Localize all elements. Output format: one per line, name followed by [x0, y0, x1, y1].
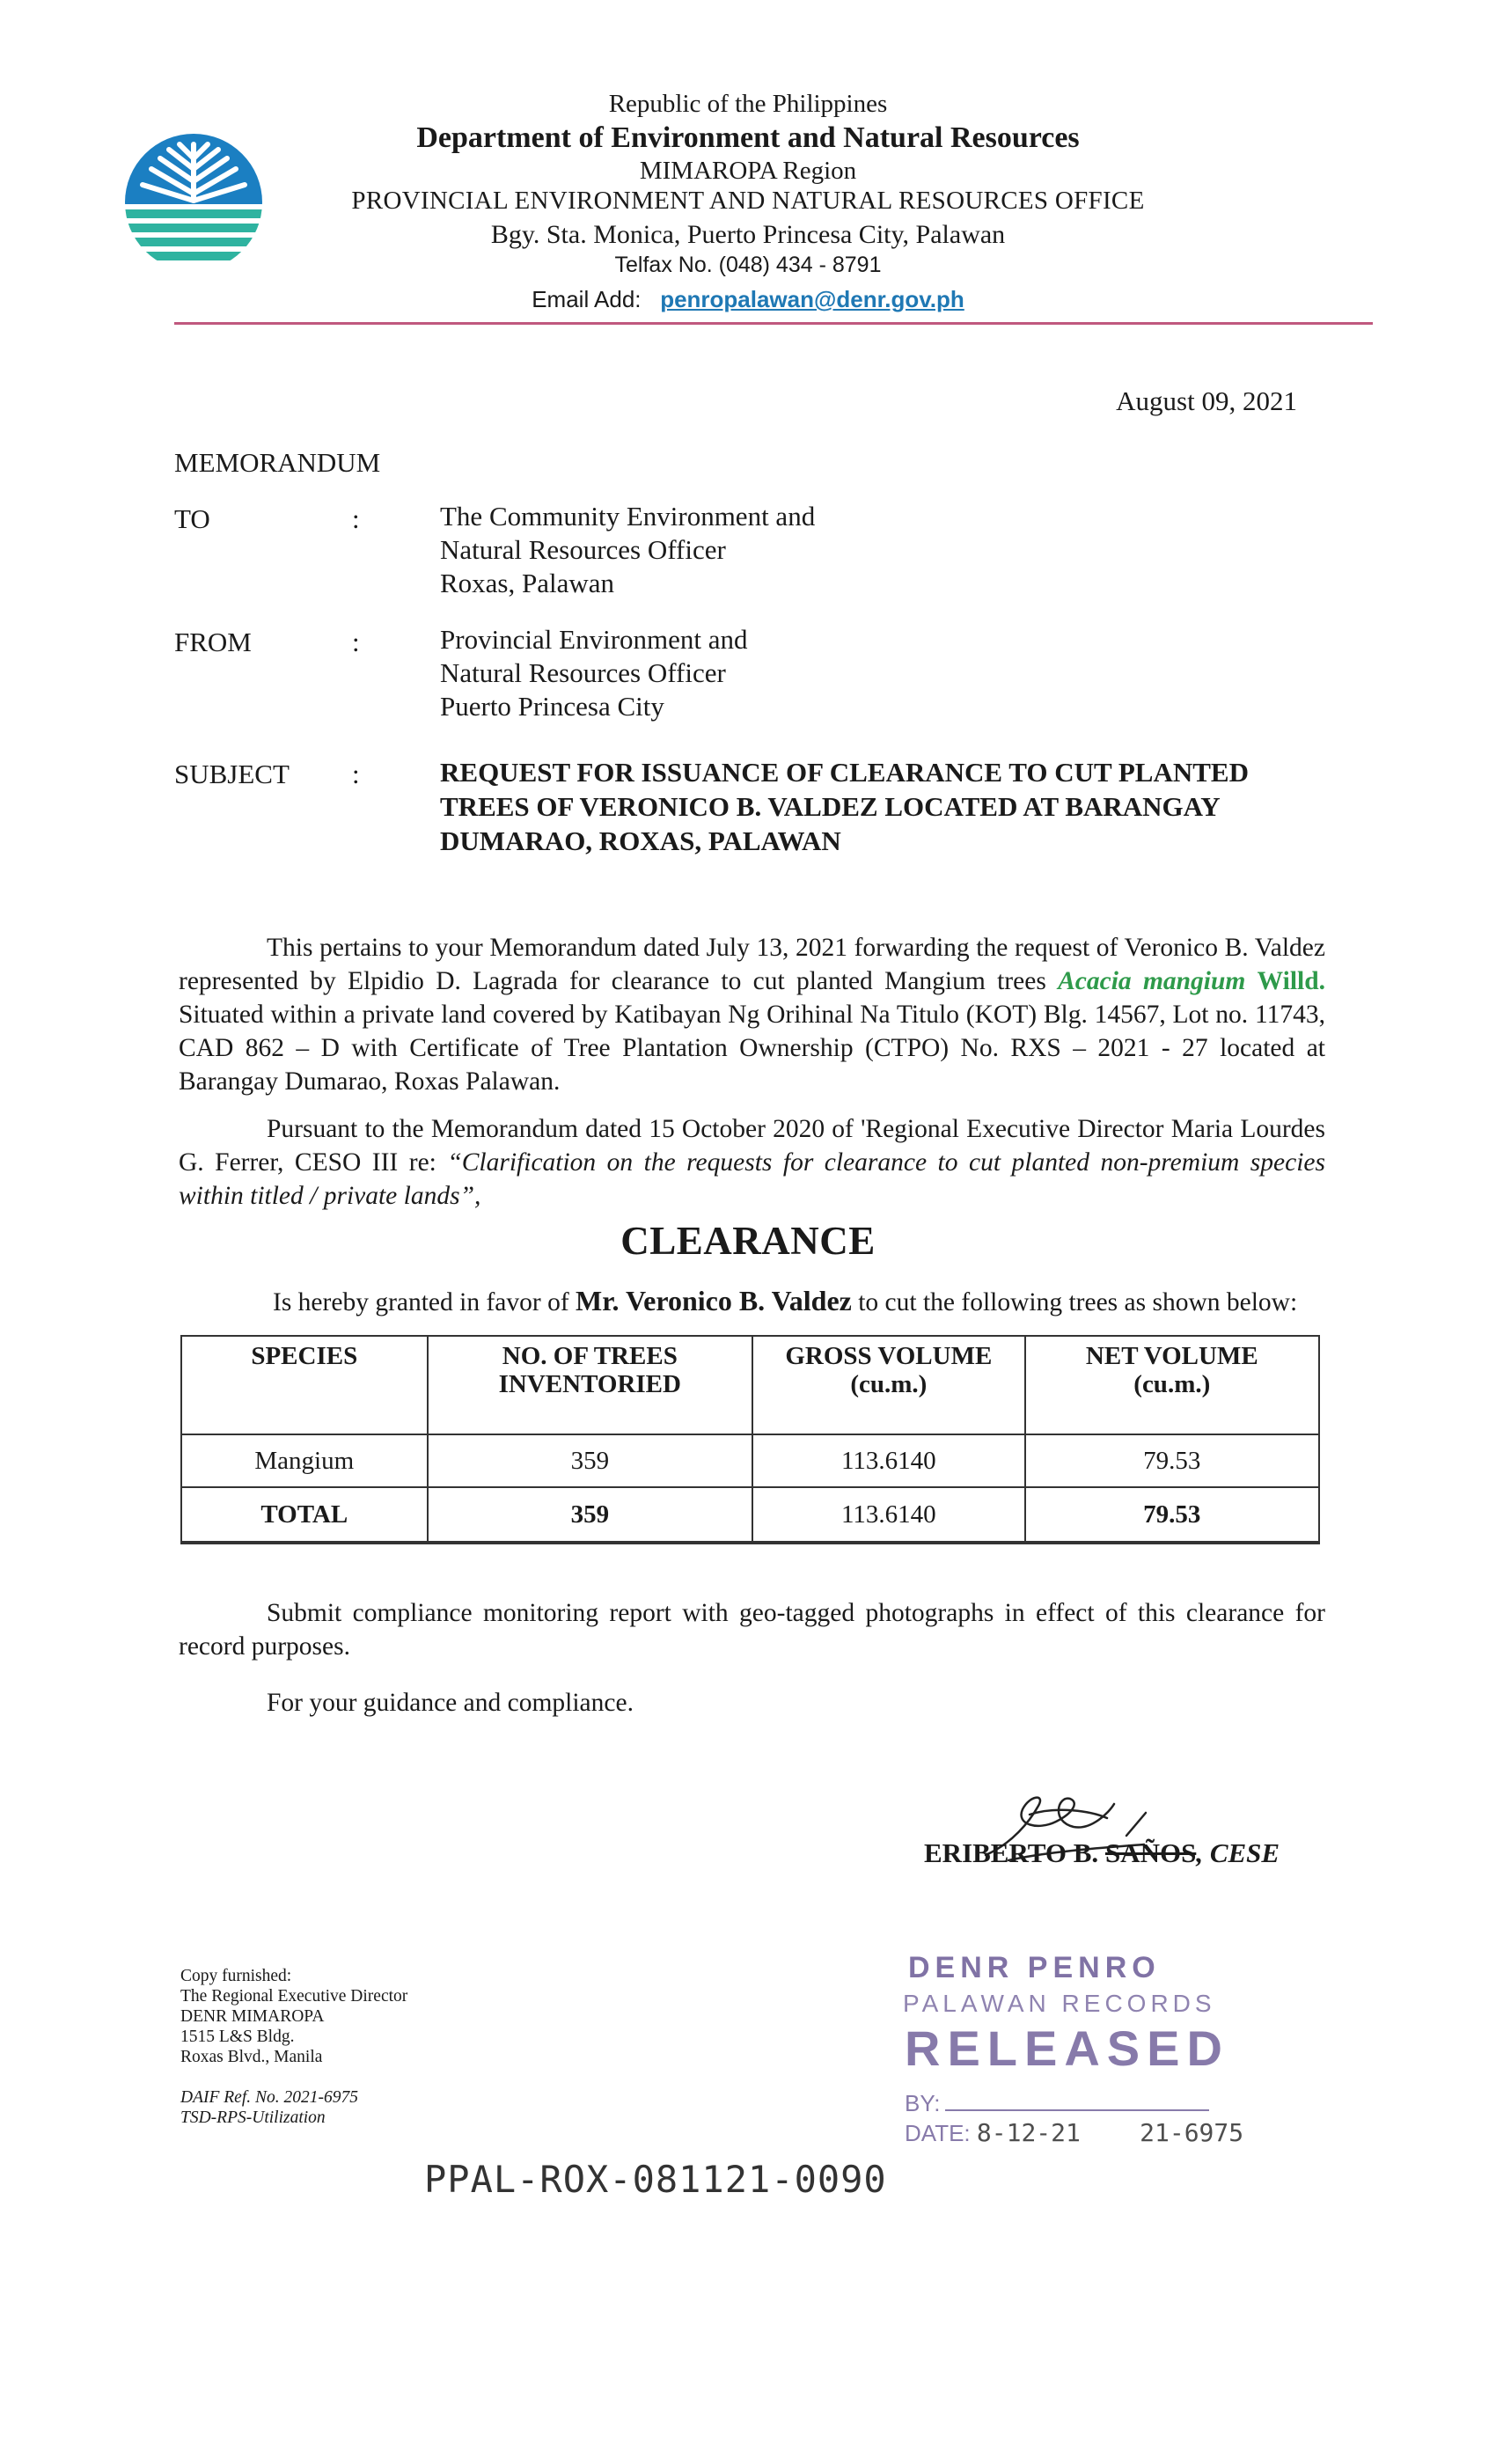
paragraph-2 [179, 1112, 1325, 1213]
ref-line: DAIF Ref. No. 2021-6975 [180, 2088, 359, 2107]
cell-gross: 113.6140 [752, 1434, 1024, 1487]
cf-line: Roxas Blvd., Manila [180, 2048, 323, 2066]
letterhead-address: Bgy. Sta. Monica, Puerto Princesa City, Palawan [490, 220, 1006, 249]
copy-furnished-block [180, 1966, 407, 2067]
memo-date: August 09, 2021 [1116, 385, 1297, 416]
table-total-row [181, 1487, 1319, 1543]
stamp-released: RELEASED [905, 2020, 1229, 2076]
letterhead-divider [174, 322, 1373, 325]
paragraph-1 [179, 931, 1325, 1098]
granted-line [273, 1285, 1297, 1317]
total-gross: 113.6140 [752, 1487, 1024, 1543]
to-label: TO [174, 503, 210, 534]
from-block [440, 623, 748, 723]
header-net-volume: NET VOLUME (cu.m.) [1025, 1336, 1319, 1434]
clearance-title: CLEARANCE [620, 1219, 876, 1263]
subject-colon: : [352, 759, 360, 789]
cell-net: 79.53 [1025, 1434, 1319, 1487]
from-line: Natural Resources Officer [440, 657, 726, 688]
reference-block [180, 2087, 358, 2128]
paragraph-4 [179, 1686, 1325, 1720]
handwritten-code: PPAL-ROX-081121-0090 [424, 2158, 887, 2201]
letterhead-department: Department of Environment and Natural Resources [416, 121, 1080, 154]
p1-text-b: Situated within a private land covered by Katibayan Ng Orihinal Na Titulo (KOT) Blg. 14567, Lot no. 11743, CAD 862 – D with Certificate of Tree Plantation Ownership (CTPO) No. RXS – 2021 - 27 located at Barangay Dumarao, Roxas Palawan. [179, 1001, 1325, 1096]
p4-text: For your guidance and compliance. [267, 1689, 634, 1717]
from-colon: : [352, 627, 360, 657]
memo-heading: MEMORANDUM [174, 447, 381, 478]
p2-quote: “Clarification on the requests for clearance to cut planted non-premium species within titled / private lands”, [179, 1148, 1325, 1210]
cell-trees: 359 [428, 1434, 753, 1487]
letterhead-email-row [0, 286, 1496, 313]
to-line: Natural Resources Officer [440, 534, 726, 565]
granted-text-a: Is hereby granted in favor of [273, 1288, 569, 1316]
email-label: Email Add: [532, 286, 642, 312]
letterhead-region: MIMAROPA Region [639, 157, 857, 185]
email-link[interactable]: penropalawan@denr.gov.ph [660, 286, 964, 312]
species-name: Acacia mangium [1058, 967, 1246, 995]
subject-line: DUMARAO, ROXAS, PALAWAN [440, 825, 841, 856]
stamp-date: DATE: 8-12-21 21-6975 [905, 2118, 1244, 2147]
cell-species: Mangium [181, 1434, 428, 1487]
header-trees: NO. OF TREES INVENTORIED [428, 1336, 753, 1434]
to-colon: : [352, 503, 360, 534]
stamp-ref-value: 21-6975 [1140, 2118, 1244, 2147]
cf-line: The Regional Executive Director [180, 1987, 408, 2006]
to-line: Roxas, Palawan [440, 568, 615, 598]
letterhead-republic: Republic of the Philippines [608, 90, 888, 118]
p2-text: Pursuant to the Memorandum dated 15 October 2020 of 'Regional Executive Director Maria Lourdes G. Ferrer, CESO III re: [179, 1115, 1325, 1177]
subject-label: SUBJECT [174, 759, 290, 789]
from-label: FROM [174, 627, 252, 657]
table-header-row [181, 1336, 1319, 1434]
stamp-date-value: 8-12-21 [976, 2118, 1081, 2147]
cf-line: Copy furnished: [180, 1967, 292, 1985]
from-line: Puerto Princesa City [440, 691, 664, 722]
p3-text: Submit compliance monitoring report with geo-tagged photographs in effect of this clearance for record purposes. [179, 1599, 1325, 1661]
subject-line: REQUEST FOR ISSUANCE OF CLEARANCE TO CUT PLANTED [440, 757, 1249, 788]
p1-text-a: This pertains to your Memorandum dated July 13, 2021 forwarding the request of Veronico B. Valdez represented by Elpidio D. Lagrada for clearance to cut planted Mangium trees [179, 934, 1325, 995]
released-stamp [889, 1940, 1258, 2152]
total-net: 79.53 [1025, 1487, 1319, 1543]
stamp-by: BY: [905, 2090, 1209, 2117]
header-gross-volume: GROSS VOLUME (cu.m.) [752, 1336, 1024, 1434]
total-trees: 359 [428, 1487, 753, 1543]
granted-text-b: to cut the following trees as shown below: [858, 1288, 1298, 1316]
cf-line: 1515 L&S Bldg. [180, 2028, 295, 2046]
grantee-name: Mr. Veronico B. Valdez [576, 1285, 852, 1316]
trees-table [180, 1335, 1320, 1544]
to-line: The Community Environment and [440, 501, 816, 532]
header-species: SPECIES [181, 1336, 428, 1434]
letterhead-telfax: Telfax No. (048) 434 - 8791 [614, 253, 882, 277]
to-block [440, 500, 815, 600]
from-line: Provincial Environment and [440, 624, 748, 655]
subject-block [440, 755, 1338, 858]
letterhead-office: PROVINCIAL ENVIRONMENT AND NATURAL RESOURCES OFFICE [351, 187, 1145, 215]
table-row [181, 1434, 1319, 1487]
species-author: Willd. [1257, 967, 1325, 995]
cf-line: DENR MIMAROPA [180, 2007, 325, 2026]
paragraph-3 [179, 1596, 1325, 1663]
ref-line: TSD-RPS-Utilization [180, 2108, 326, 2127]
signatory-name: ERIBERTO B. SAÑOS, CESE [924, 1837, 1280, 1868]
subject-line: TREES OF VERONICO B. VALDEZ LOCATED AT BARANGAY [440, 791, 1221, 822]
stamp-office: DENR PENRO [908, 1951, 1161, 1984]
stamp-records: PALAWAN RECORDS [903, 1990, 1216, 2017]
total-label: TOTAL [181, 1487, 428, 1543]
